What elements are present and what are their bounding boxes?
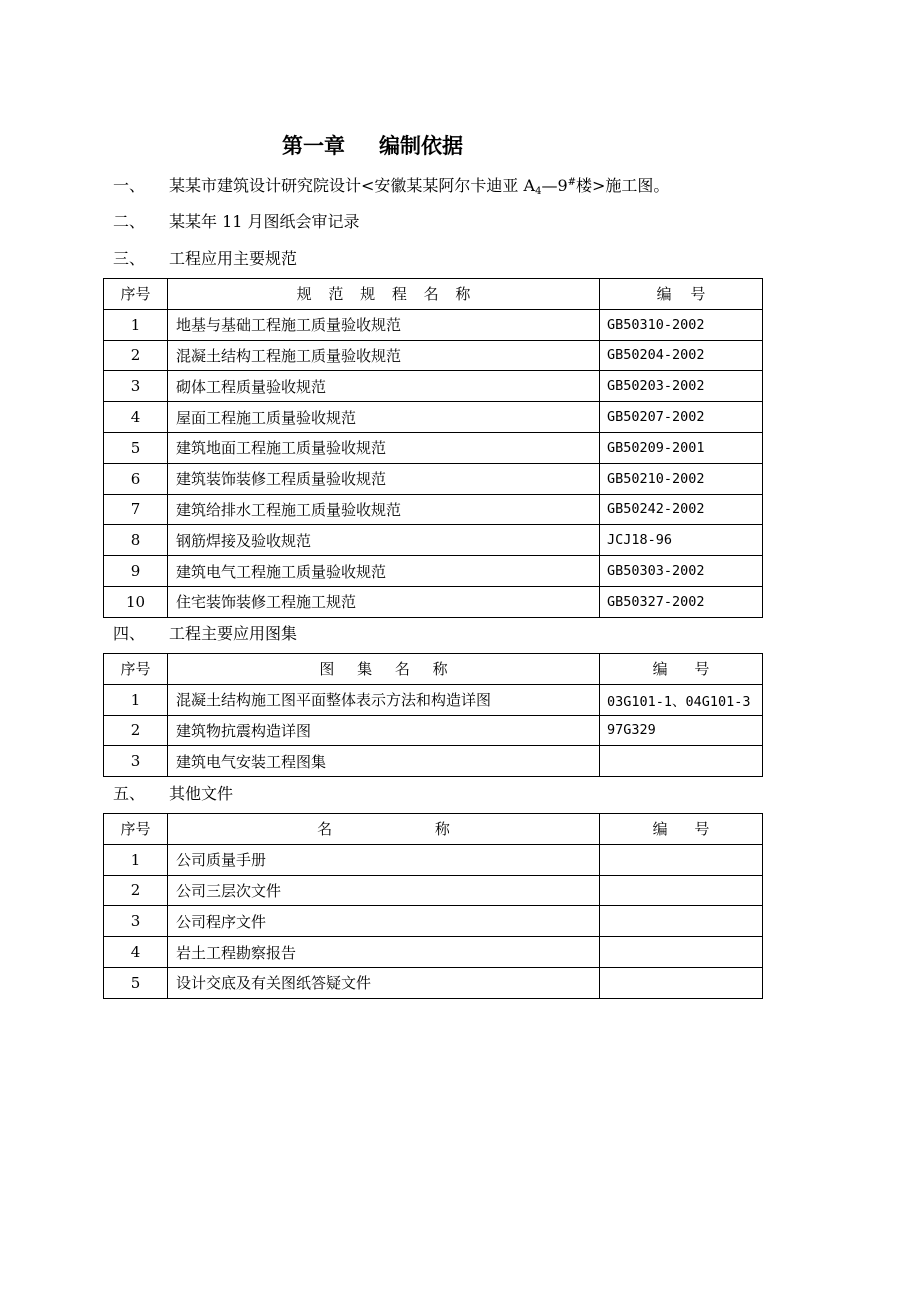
table-row [104,525,763,556]
header-name: 名 称 [168,814,600,845]
cell-name: 建筑电气安装工程图集 [168,746,600,777]
table-row [104,746,763,777]
item-text-pre: 某某市建筑设计研究院设计<安徽某某阿尔卡迪亚 A [169,176,536,195]
cell-seq: 2 [104,875,168,906]
header-code: 编 号 [600,654,763,685]
item-text: 某某年 11 月图纸会审记录 [169,212,360,231]
header-code: 编 号 [600,279,763,310]
table-row [104,556,763,587]
item-text: 工程主要应用图集 [169,624,298,643]
item-subscript: 4 [535,186,542,197]
item-text-mid: —9 [541,176,568,195]
item-text: 其他文件 [169,784,234,803]
item-number: 五、 [113,784,146,803]
cell-code: GB50207-2002 [600,402,763,433]
table-row [104,463,763,494]
cell-seq: 5 [104,432,168,463]
header-code: 编 号 [600,814,763,845]
item-number: 四、 [113,624,146,643]
cell-code: GB50210-2002 [600,463,763,494]
table-header-row [104,279,763,310]
cell-seq: 5 [104,967,168,998]
cell-name: 建筑地面工程施工质量验收规范 [168,432,600,463]
cell-name: 建筑电气工程施工质量验收规范 [168,556,600,587]
cell-seq: 1 [104,309,168,340]
table-row [104,937,763,968]
table-row [104,715,763,746]
cell-name: 钢筋焊接及验收规范 [168,525,600,556]
item-number: 三、 [113,249,146,268]
table-row [104,402,763,433]
cell-code: 97G329 [600,715,763,746]
cell-code: GB50310-2002 [600,309,763,340]
table-row [104,309,763,340]
table-row [104,432,763,463]
cell-seq: 3 [104,746,168,777]
standards-body [104,309,763,617]
item-text-post: 楼>施工图。 [576,176,670,195]
basis-item-3 [113,247,297,271]
cell-code [600,875,763,906]
header-seq: 序号 [104,654,168,685]
cell-seq: 1 [104,684,168,715]
item-text: 工程应用主要规范 [169,249,298,268]
basis-item-2 [113,210,360,234]
cell-code [600,967,763,998]
cell-name: 地基与基础工程施工质量验收规范 [168,309,600,340]
table-row [104,875,763,906]
standards-table [103,278,763,618]
cell-name: 公司程序文件 [168,906,600,937]
cell-seq: 3 [104,906,168,937]
basis-item-4 [113,622,297,646]
table-row [104,494,763,525]
cell-name: 混凝土结构工程施工质量验收规范 [168,340,600,371]
cell-seq: 4 [104,937,168,968]
cell-code: GB50209-2001 [600,432,763,463]
table-row [104,906,763,937]
cell-name: 岩土工程勘察报告 [168,937,600,968]
cell-code [600,937,763,968]
item-superscript: # [567,177,577,188]
cell-code [600,746,763,777]
cell-seq: 3 [104,371,168,402]
cell-code: JCJ18-96 [600,525,763,556]
cell-code: GB50242-2002 [600,494,763,525]
table-row [104,967,763,998]
table-header-row [104,654,763,685]
cell-code [600,906,763,937]
cell-seq: 6 [104,463,168,494]
cell-seq: 8 [104,525,168,556]
others-body [104,844,763,998]
table-row [104,371,763,402]
chapter-title [0,130,745,160]
cell-code: GB50303-2002 [600,556,763,587]
cell-name: 砌体工程质量验收规范 [168,371,600,402]
header-seq: 序号 [104,814,168,845]
header-name: 图 集 名 称 [168,654,600,685]
cell-seq: 2 [104,715,168,746]
table-row [104,844,763,875]
item-number: 一、 [113,176,146,195]
cell-name: 公司质量手册 [168,844,600,875]
cell-name: 混凝土结构施工图平面整体表示方法和构造详图 [168,684,600,715]
cell-name: 住宅装饰装修工程施工规范 [168,586,600,617]
cell-code: GB50203-2002 [600,371,763,402]
cell-code: GB50204-2002 [600,340,763,371]
table-header-row [104,814,763,845]
cell-seq: 1 [104,844,168,875]
atlases-body [104,684,763,776]
header-seq: 序号 [104,279,168,310]
cell-seq: 7 [104,494,168,525]
cell-name: 建筑物抗震构造详图 [168,715,600,746]
cell-seq: 9 [104,556,168,587]
cell-seq: 10 [104,586,168,617]
item-number: 二、 [113,212,146,231]
table-row [104,340,763,371]
cell-name: 公司三层次文件 [168,875,600,906]
others-table [103,813,763,999]
cell-code: GB50327-2002 [600,586,763,617]
chapter-heading: 编制依据 [379,134,463,158]
cell-seq: 4 [104,402,168,433]
cell-name: 建筑装饰装修工程质量验收规范 [168,463,600,494]
basis-item-5 [113,782,233,806]
atlases-table [103,653,763,777]
cell-name: 设计交底及有关图纸答疑文件 [168,967,600,998]
cell-code [600,844,763,875]
basis-item-1 [113,174,669,198]
table-row [104,684,763,715]
cell-code: 03G101-1、04G101-3 [600,684,763,715]
cell-name: 屋面工程施工质量验收规范 [168,402,600,433]
table-row [104,586,763,617]
chapter-number: 第一章 [282,134,345,158]
header-name: 规 范 规 程 名 称 [168,279,600,310]
cell-seq: 2 [104,340,168,371]
cell-name: 建筑给排水工程施工质量验收规范 [168,494,600,525]
